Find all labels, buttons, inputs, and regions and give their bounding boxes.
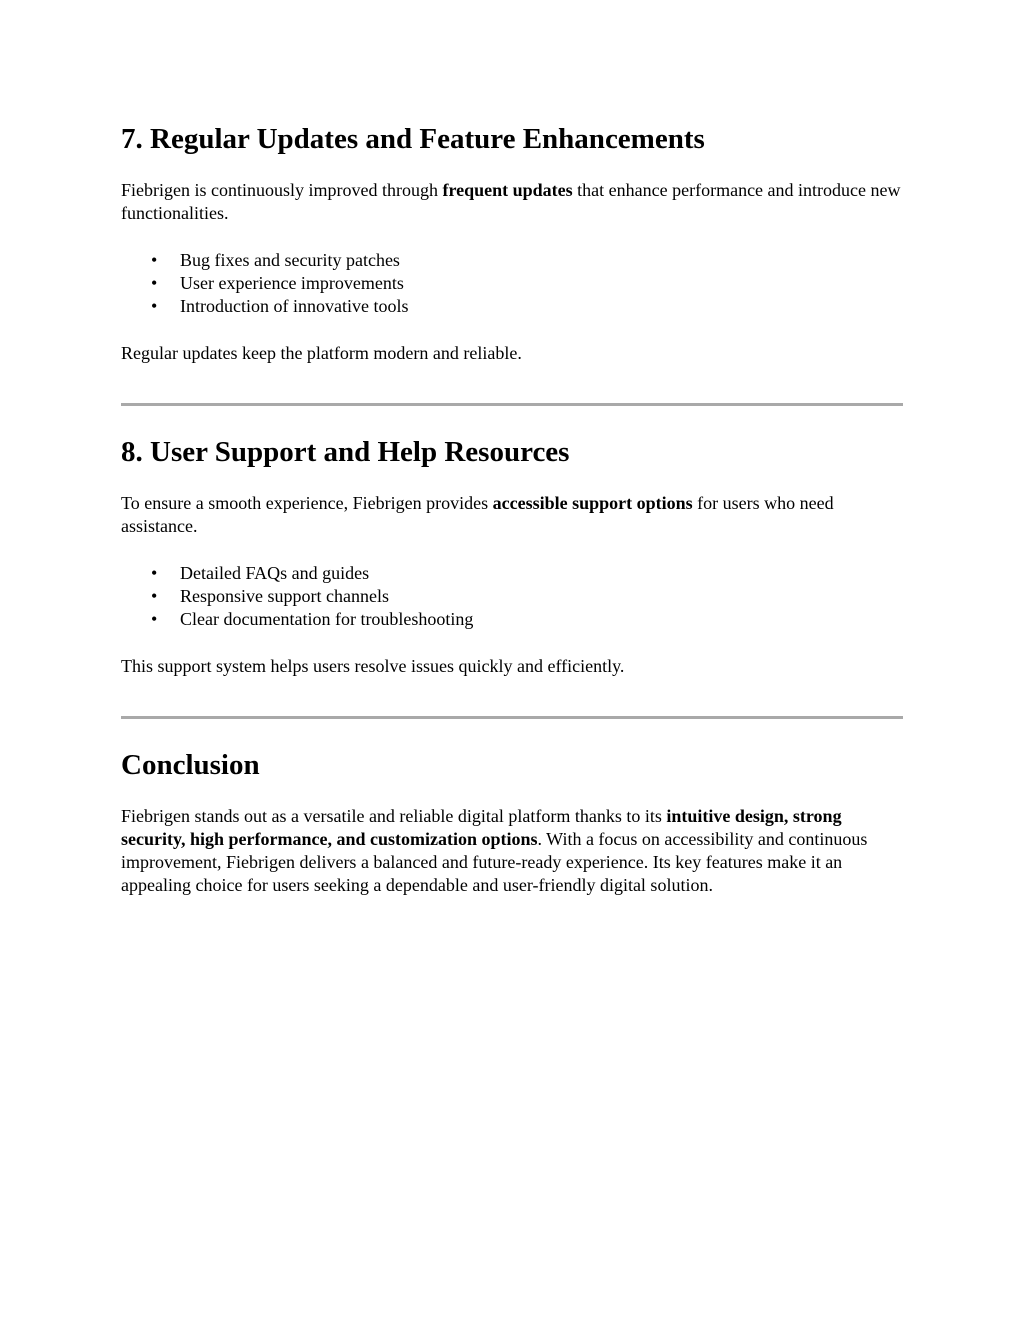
section-7-intro	[121, 179, 903, 225]
section-7-intro-bold: frequent updates	[442, 180, 573, 200]
section-8-intro	[121, 492, 903, 538]
conclusion-heading: Conclusion	[121, 749, 260, 781]
section-divider	[121, 716, 903, 719]
section-7-intro-text-after: that enhance performance and introduce new functionalities.	[121, 180, 901, 223]
section-7-heading: 7. Regular Updates and Feature Enhancements	[121, 123, 705, 155]
conclusion-paragraph	[121, 805, 903, 897]
section-8-bullet-list	[121, 562, 473, 631]
list-item: • Detailed FAQs and guides	[121, 562, 473, 585]
section-8-intro-text-before: To ensure a smooth experience, Fiebrigen provides	[121, 493, 493, 513]
section-7-closing: Regular updates keep the platform modern and reliable.	[121, 343, 522, 363]
section-8-closing: This support system helps users resolve issues quickly and efficiently.	[121, 656, 625, 676]
section-divider	[121, 403, 903, 406]
list-item: • User experience improvements	[121, 272, 408, 295]
list-item: • Clear documentation for troubleshooting	[121, 608, 473, 631]
conclusion-bold: intuitive design, strong security, high performance, and customization options	[121, 806, 842, 849]
conclusion-text-after: . With a focus on accessibility and continuous improvement, Fiebrigen delivers a balanced and future-ready experience. Its key features make it an appealing choice for users seeking a dependable and user-friendly digital solution.	[121, 829, 868, 895]
list-item: • Responsive support channels	[121, 585, 473, 608]
section-7-intro-text-before: Fiebrigen is continuously improved through	[121, 180, 443, 200]
section-8-intro-text-after: for users who need assistance.	[121, 493, 834, 536]
list-item: • Introduction of innovative tools	[121, 295, 408, 318]
section-7-bullet-list	[121, 249, 408, 318]
list-item: • Bug fixes and security patches	[121, 249, 408, 272]
section-8-heading: 8. User Support and Help Resources	[121, 436, 570, 468]
section-8-intro-bold: accessible support options	[492, 493, 693, 513]
conclusion-text-before: Fiebrigen stands out as a versatile and reliable digital platform thanks to its	[121, 806, 667, 826]
